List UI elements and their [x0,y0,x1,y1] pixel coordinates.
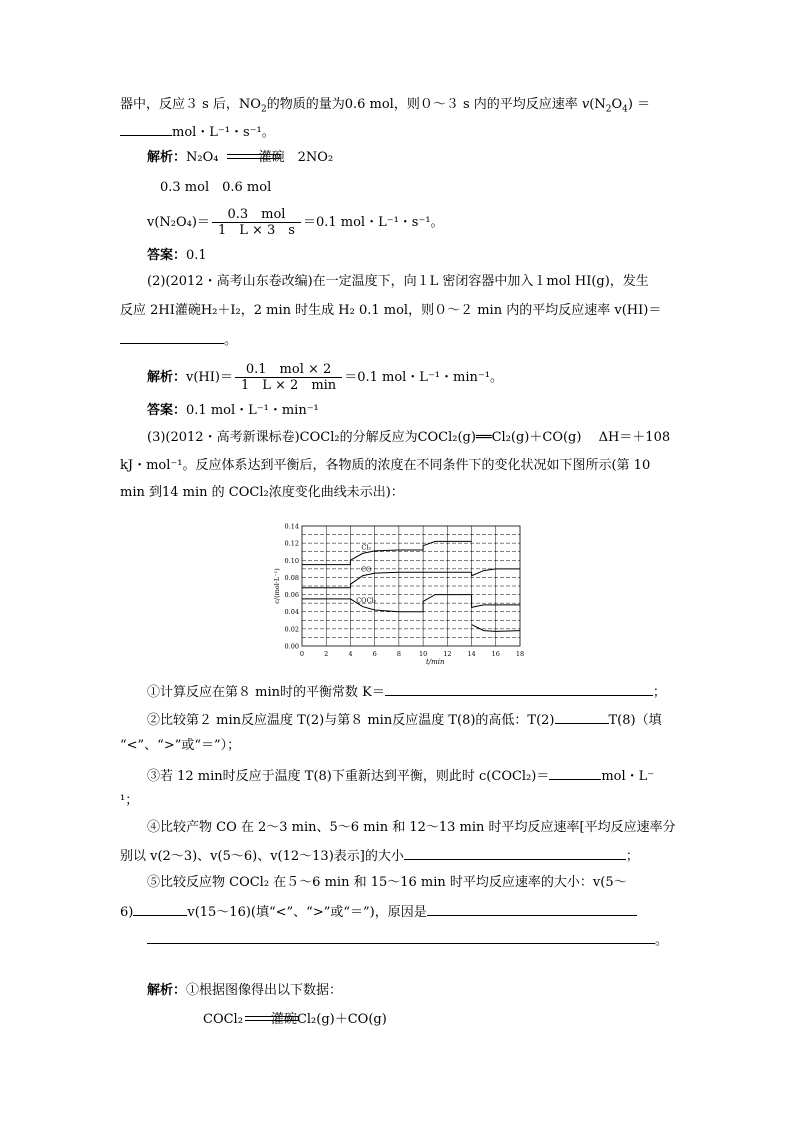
answer-blank[interactable] [549,767,601,780]
y-tick-label: 0.00 [284,642,299,651]
y-tick-label: 0.06 [284,591,299,600]
x-tick-label: 10 [418,650,428,658]
analysis3-eq: COCl₂ 灌碗Cl₂(g)＋CO(g) [203,1012,387,1027]
x-tick-label: 4 [348,650,353,658]
series-label: Cl₂ [361,543,372,552]
p1-line1: 器中，反应３ s 后，$NO_2$的物质的量为0.6 mol，则０～３ s 内的平均反应速率 $v(N_2O_4)$ ＝ [120,97,651,115]
chart-grid [302,526,520,646]
sub-q2-line2: “<”、“>”或“＝”）； [120,738,241,753]
y-tick-label: 0.04 [284,608,299,617]
answer2: 答案：0.1 mol・L⁻¹・min⁻¹ [147,403,319,418]
fraction: $\frac{\text{0.1 mol × 2}}{1 L \times 2 \min}$ [235,362,342,393]
y-axis-label: c/(mol·L⁻¹) [273,568,281,604]
sub-q3-line1: ③若 12 min时反应于温度 T(8)下重新达到平衡，则此时 c(COCl₂)＝ mol・L⁻ [147,769,655,784]
answer-blank[interactable] [385,683,653,696]
analysis3: 解析：①根据图像得出以下数据： [147,983,343,998]
answer-blank[interactable] [120,123,172,136]
analysis1-rate: v(N₂O₄)＝ $\frac{\text{0.3 mol}}{1 L \times 3 s}$ ＝0.1 mol・L⁻¹・s⁻¹。 [147,207,444,238]
p1-text: 器中，反应３ s 后，NO [120,97,261,112]
equilibrium-arrow-icon [243,1014,301,1026]
analysis2: 解析：v(HI)＝ $\frac{\text{0.1 mol × 2}}{1 L \times 2 \min}$ ＝0.1 mol・L⁻¹・min⁻¹。 [147,362,503,393]
eq-right: 2NO₂ [297,150,334,165]
analysis1-amounts: 0.3 mol 0.6 mol [160,180,272,195]
x-tick-label: 18 [515,650,525,658]
analysis1-eq [147,150,333,166]
concentration-chart [270,518,530,668]
x-tick-label: 8 [396,650,401,658]
answer-blank[interactable] [133,903,187,916]
sub-q4-line1: ④比较产物 CO 在 2～3 min、5～6 min 和 12～13 min 时平均反应速率[平均反应速率分 [147,820,676,835]
sub-q1: ①计算反应在第８ min时的平衡常数 K＝ ； [147,685,666,700]
series-label: COCl₂ [356,596,377,605]
q3-line3: min 到14 min 的 COCl₂浓度变化曲线未示出)： [120,485,404,500]
x-tick-label: 12 [443,650,452,658]
series-line [302,569,520,588]
answer-blank[interactable] [147,931,655,944]
eq-cond: 灌碗 [258,150,285,165]
answer-blank[interactable] [555,711,609,724]
p1-text2: 的物质的量为0.6 mol，则０～３ s 内的平均反应速率 [266,97,582,112]
series-line [302,541,472,564]
y-tick-label: 0.08 [284,573,299,582]
q3-line2: kJ・mol⁻¹。反应体系达到平衡后，各物质的浓度在不同条件下的变化状况如下图所示(第 10 [120,458,651,473]
q2-line3: 。 [120,331,237,349]
q3-line1: (3)(2012・高考新课标卷)COCl₂的分解反应为COCl₂(g)══Cl₂(g)＋CO(g) ΔH＝＋108 [147,430,671,445]
x-axis-label: t/min [425,658,445,666]
equilibrium-arrow-icon [223,152,285,164]
sub-q3-line2: ¹； [120,793,139,808]
q2-line1: (2)(2012・高考山东卷改编)在一定温度下，向１L 密闭容器中加入１mol HI(g)，发生 [147,274,649,289]
y-tick-label: 0.12 [284,539,299,548]
answer-blank[interactable] [404,847,626,860]
x-tick-label: 16 [491,650,500,658]
series-label: CO [361,565,372,574]
sub-q5-line3: 。 [147,931,668,949]
x-tick-label: 2 [324,650,329,658]
sub-q5-line1: ⑤比较反应物 COCl₂ 在５～6 min 和 15～16 min 时平均反应速率的大小：v(5～ [147,875,627,890]
sub-q4-line2: 别以 v(2～3)、v(5～6)、v(12～13)表示]的大小 ； [120,849,639,864]
chart-series [302,541,520,631]
p1-line2 [120,123,275,141]
x-tick-label: 6 [372,650,377,658]
y-tick-label: 0.10 [284,556,299,565]
answer1: 答案：0.1 [147,248,207,263]
q2-line2: 反应 2HI灌碗H₂＋I₂，2 min 时生成 H₂ 0.1 mol，则０～２ min 内的平均反应速率 v(HI)＝ [120,303,662,318]
x-tick-label: 0 [299,650,305,658]
analysis-label: 解析： [147,150,187,165]
fraction: $\frac{\text{0.3 mol}}{1 L \times 3 s}$ [212,207,301,238]
chart-labels [273,523,524,667]
y-tick-label: 0.02 [284,625,299,634]
p1-unit: mol・L⁻¹・s⁻¹。 [172,125,275,140]
y-tick-label: 0.14 [284,522,299,531]
x-tick-label: 14 [467,650,476,658]
p1-v: v [581,97,590,112]
answer-blank[interactable] [427,903,637,916]
sub-q5-line2: 6) v(15～16)(填“<”、“>”或“＝”)，原因是 [120,903,637,921]
eq-left: N₂O₄ [186,150,219,165]
answer-blank[interactable] [120,331,224,344]
sub-q2-line1: ②比较第２ min反应温度 T(2)与第８ min反应温度 T(8)的高低：T(2) T(8)（填 [147,713,662,728]
